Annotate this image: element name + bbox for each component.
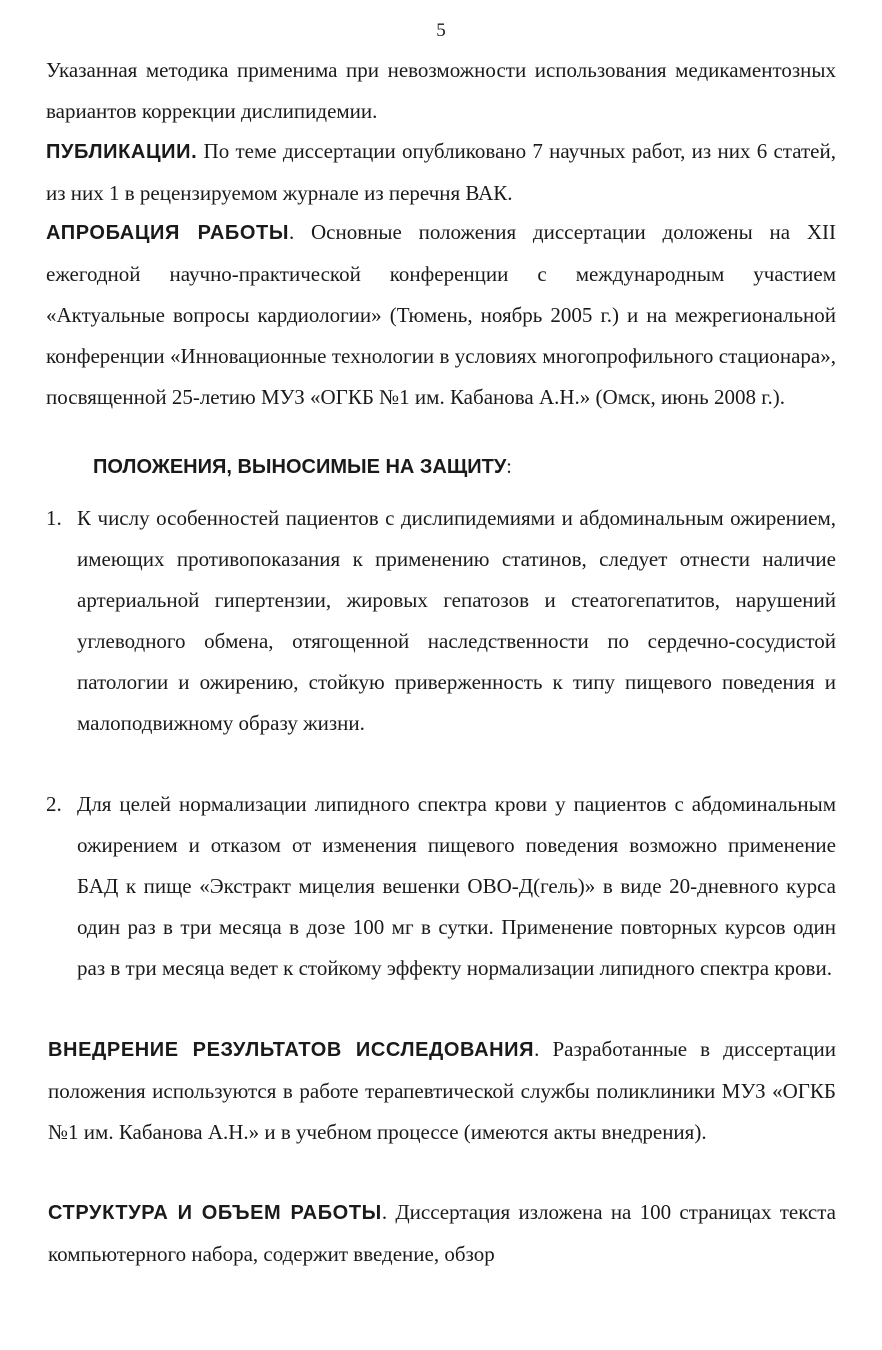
thesis-text: К числу особенностей пациентов с дислипидемиями и абдоминальным ожирением, имеющих противопоказания к применению статинов, следует отнести наличие артериальной гипертензии, жировых гепатозов и стеатогепатитов, нарушений углеводного обмена, отягощенной наследственности по сердечно-сосудистой патологии и ожирению, стойкую приверженность к типу пищевого поведения и малоподвижному образу жизни. <box>77 506 836 735</box>
theses-heading-text: ПОЛОЖЕНИЯ, ВЫНОСИМЫЕ НА ЗАЩИТУ <box>93 456 507 478</box>
page-number: 5 <box>436 20 446 41</box>
implementation-text: . Разработанные в диссертации положения используются в работе терапевтической службы поликлиники МУЗ «ОГКБ №1 им. Кабанова А.Н.» и в учебном процессе (имеются акты внедрения). <box>48 1037 836 1144</box>
structure-heading: СТРУКТУРА И ОБЪЕМ РАБОТЫ <box>48 1202 382 1224</box>
publications-text: По теме диссертации опубликовано 7 научных работ, из них 6 статей, из них 1 в рецензируемом журнале из перечня ВАК. <box>46 139 836 205</box>
implementation-heading: ВНЕДРЕНИЕ РЕЗУЛЬТАТОВ ИССЛЕДОВАНИЯ <box>48 1039 535 1061</box>
theses-heading <box>93 456 512 479</box>
implementation-paragraph <box>48 1029 836 1153</box>
structure-text: . Диссертация изложена на 100 страницах текста компьютерного набора, содержит введение, обзор <box>48 1200 836 1266</box>
thesis-item <box>46 784 836 989</box>
publications-paragraph <box>46 131 836 214</box>
thesis-text: Для целей нормализации липидного спектра крови у пациентов с абдоминальным ожирением и отказом от изменения пищевого поведения возможно применение БАД к пище «Экстракт мицелия вешенки ОВО-Д(гель)» в виде 20-дневного курса один раз в три месяца в дозе 100 мг в сутки. Применение повторных курсов один раз в три месяца ведет к стойкому эффекту нормализации липидного спектра крови. <box>77 792 836 980</box>
thesis-number: 1. <box>46 506 62 530</box>
intro-text: Указанная методика применима при невозможности использования медикаментозных вариантов коррекции дислипидемии. <box>46 58 836 123</box>
approbation-paragraph <box>46 212 836 418</box>
thesis-number: 2. <box>46 792 62 816</box>
structure-paragraph <box>48 1192 836 1275</box>
thesis-item <box>46 498 836 744</box>
approbation-heading: АПРОБАЦИЯ РАБОТЫ <box>46 222 290 244</box>
theses-heading-colon: : <box>506 456 512 478</box>
publications-heading: ПУБЛИКАЦИИ. <box>46 141 198 163</box>
approbation-text: . Основные положения диссертации доложены на XII ежегодной научно-практической конференции с международным участием «Актуальные вопросы кардиологии» (Тюмень, ноябрь 2005 г.) и на межрегиональной конференции «Инновационные технологии в условиях многопрофильного стационара», посвященной 25-летию МУЗ «ОГКБ №1 им. Кабанова А.Н.» (Омск, июнь 2008 г.). <box>46 220 836 409</box>
intro-paragraph <box>46 50 836 132</box>
